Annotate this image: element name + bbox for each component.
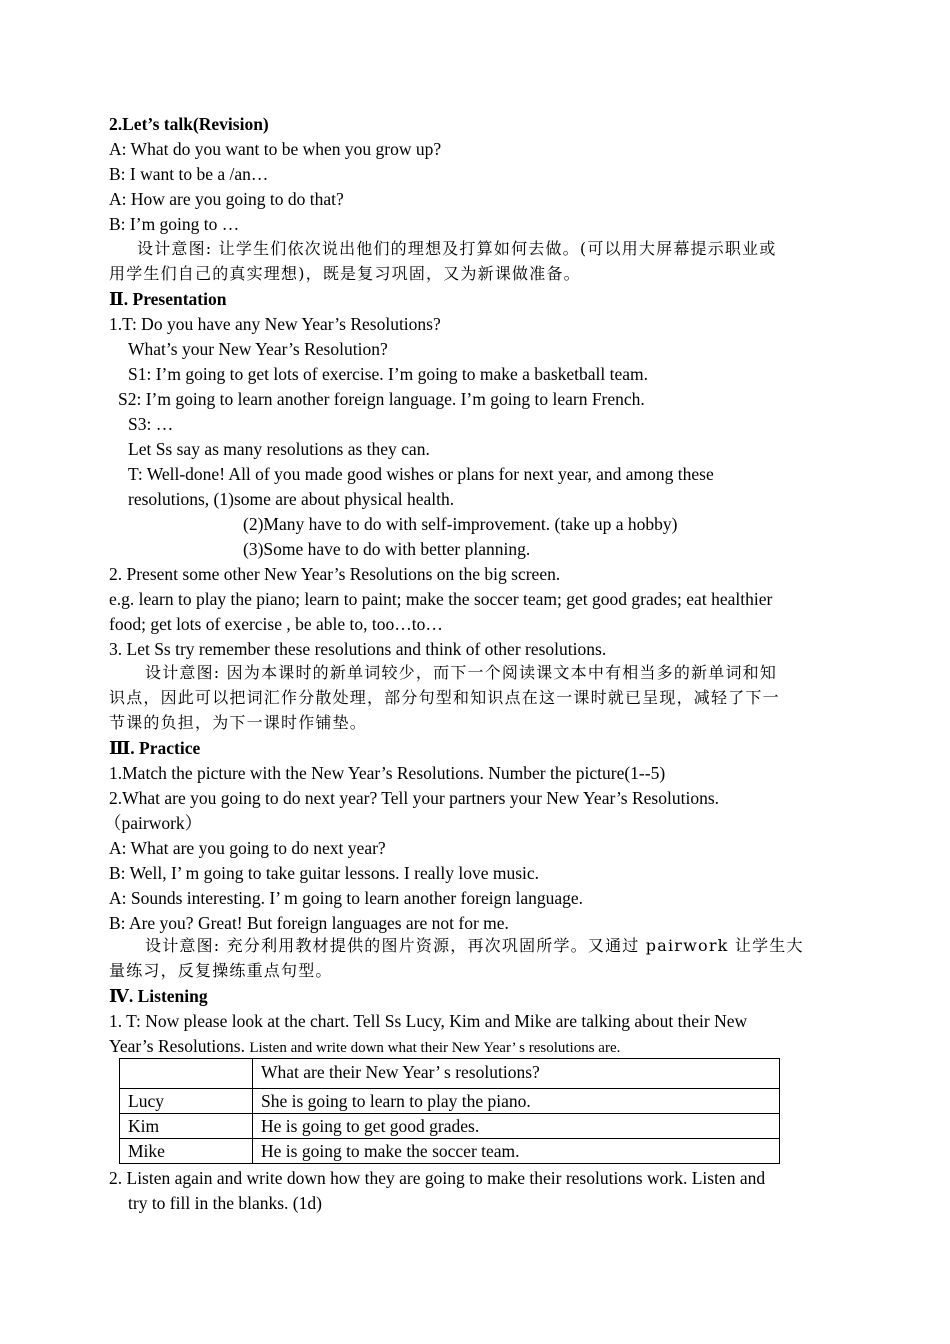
dialog-line: B: I’m going to … [109, 214, 240, 234]
listening-heading: Ⅳ. Listening [109, 986, 208, 1006]
design-intent: 设计意图: 因为本课时的新单词较少，而下一个阅读课文本中有相当多的新单词和知 [145, 663, 778, 682]
text-line: (3)Some have to do with better planning. [243, 539, 531, 559]
design-intent: 节课的负担，为下一课时作铺垫。 [109, 713, 368, 732]
design-intent: 用学生们自己的真实理想)，既是复习巩固，又为新课做准备。 [109, 264, 581, 283]
table-cell: She is going to learn to play the piano. [253, 1089, 780, 1114]
text-line: What’s your New Year’s Resolution? [128, 339, 388, 359]
text-line: S2: I’m going to learn another foreign language. I’m going to learn French. [118, 389, 645, 409]
text-line [109, 1035, 620, 1059]
table-row [120, 1139, 780, 1164]
text-line: resolutions, (1)some are about physical health. [128, 489, 455, 509]
dialog-line: A: What are you going to do next year? [109, 838, 386, 858]
presentation-heading: Ⅱ. Presentation [109, 289, 227, 309]
text-line: S3: … [128, 414, 174, 434]
text-line: （pairwork） [104, 813, 203, 833]
text-line: e.g. learn to play the piano; learn to paint; make the soccer team; get good grades; eat healthier [109, 589, 773, 609]
text-line: 2.What are you going to do next year? Tell your partners your New Year’s Resolutions. [109, 788, 720, 808]
text-line: T: Well-done! All of you made good wishes or plans for next year, and among these [128, 464, 714, 484]
dialog-line: A: What do you want to be when you grow up? [109, 139, 442, 159]
text-line: S1: I’m going to get lots of exercise. I’m going to make a basketball team. [128, 364, 649, 384]
table-cell: He is going to make the soccer team. [253, 1139, 780, 1164]
dialog-line: B: Well, I’ m going to take guitar lessons. I really love music. [109, 863, 540, 883]
text-line: 3. Let Ss try remember these resolutions and think of other resolutions. [109, 639, 607, 659]
text-line: 2. Listen again and write down how they are going to make their resolutions work. Listen and [109, 1168, 766, 1188]
text-line: 1.T: Do you have any New Year’s Resolutions? [109, 314, 441, 334]
text-main: Year’s Resolutions. [109, 1036, 250, 1056]
text-line: 1. T: Now please look at the chart. Tell Ss Lucy, Kim and Mike are talking about their New [109, 1011, 748, 1031]
dialog-line: A: Sounds interesting. I’ m going to learn another foreign language. [109, 888, 584, 908]
dialog-line: A: How are you going to do that? [109, 189, 344, 209]
table-cell: What are their New Year’ s resolutions? [253, 1059, 780, 1089]
table-row [120, 1114, 780, 1139]
text-line: Let Ss say as many resolutions as they can. [128, 439, 430, 459]
table-row [120, 1089, 780, 1114]
text-line: 1.Match the picture with the New Year’s Resolutions. Number the picture(1--5) [109, 763, 666, 783]
text-line: (2)Many have to do with self-improvement. (take up a hobby) [243, 514, 678, 534]
text-line: food; get lots of exercise , be able to, too…to… [109, 614, 443, 634]
design-intent: 量练习，反复操练重点句型。 [109, 961, 333, 980]
table-header-row [120, 1059, 780, 1089]
text-line: 2. Present some other New Year’s Resolutions on the big screen. [109, 564, 561, 584]
text-line: try to fill in the blanks. (1d) [128, 1193, 322, 1213]
table-cell: Lucy [120, 1089, 253, 1114]
table-cell: He is going to get good grades. [253, 1114, 780, 1139]
design-intent: 识点，因此可以把词汇作分散处理，部分句型和知识点在这一课时就已呈现，减轻了下一 [109, 688, 780, 707]
text-small: Listen and write down what their New Year’ s resolutions are. [249, 1040, 621, 1056]
table-cell [120, 1059, 253, 1089]
revision-heading: 2.Let’s talk(Revision) [109, 114, 269, 134]
dialog-line: B: Are you? Great! But foreign languages are not for me. [109, 913, 509, 933]
design-intent: 设计意图: 充分利用教材提供的图片资源，再次巩固所学。又通过 pairwork 让学生大 [145, 936, 804, 955]
resolutions-table [119, 1058, 780, 1164]
table-cell: Kim [120, 1114, 253, 1139]
table-cell: Mike [120, 1139, 253, 1164]
dialog-line: B: I want to be a /an… [109, 164, 269, 184]
design-intent: 设计意图: 让学生们依次说出他们的理想及打算如何去做。(可以用大屏幕提示职业或 [137, 239, 777, 258]
practice-heading: Ⅲ. Practice [109, 738, 201, 758]
